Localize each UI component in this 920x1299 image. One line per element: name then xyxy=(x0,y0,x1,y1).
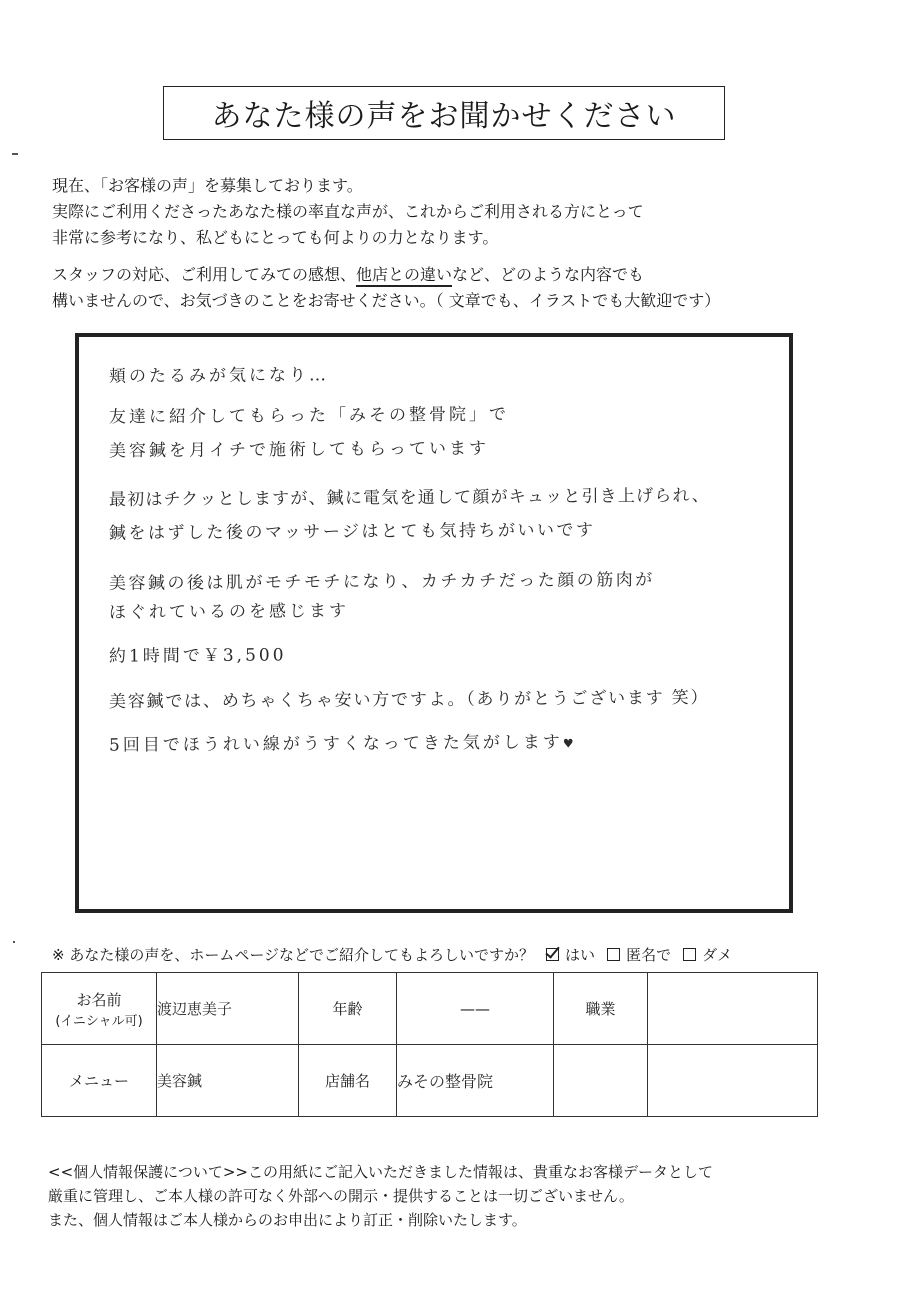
scan-speck xyxy=(13,941,15,943)
no-checkbox[interactable] xyxy=(683,948,696,961)
customer-info-table xyxy=(41,972,818,1117)
menu-field[interactable]: 美容鍼 xyxy=(157,1045,299,1117)
anonymous-checkbox[interactable] xyxy=(607,948,620,961)
handwritten-line: 美容鍼の後は肌がモチモチになり、カチカチだった顔の筋肉が xyxy=(108,570,655,594)
privacy-line: また、個人情報はご本人様からのお申出により訂正・削除いたします。 xyxy=(48,1211,527,1229)
name-label: お名前 xyxy=(76,990,122,1009)
handwritten-line: 鍼をはずした後のマッサージはとても気持ちがいいです xyxy=(108,520,596,544)
intro-paragraph-2 xyxy=(52,262,852,314)
consent-row xyxy=(52,944,732,965)
menu-label: メニュー xyxy=(42,1045,157,1117)
age-label: 年齢 xyxy=(299,973,397,1045)
handwritten-line: 友達に紹介してもらった「みその整骨院」で xyxy=(108,404,510,428)
intro-line xyxy=(52,262,852,288)
intro-text: スタッフの対応、ご利用してみての感想、 xyxy=(52,265,357,284)
table-row xyxy=(42,1045,818,1117)
intro-line: 現在、「お客様の声」を募集しております。 xyxy=(52,176,363,195)
privacy-notice xyxy=(48,1160,713,1232)
no-label: ダメ xyxy=(702,946,733,964)
job-label: 職業 xyxy=(554,973,648,1045)
age-field[interactable]: —— xyxy=(397,973,554,1045)
intro-text: など、どのような内容でも xyxy=(452,265,645,284)
underlined-phrase: 他店との違い xyxy=(356,265,452,287)
handwritten-line: 頬のたるみが気になり… xyxy=(108,365,330,387)
comment-box xyxy=(75,333,793,913)
intro-line: 構いませんので、お気づきのことをお寄せください。（ 文章でも、イラストでも大歓迎です） xyxy=(52,291,721,310)
yes-label: はい xyxy=(565,946,596,964)
empty-cell xyxy=(554,1045,648,1117)
intro-paragraph-1 xyxy=(52,173,852,251)
store-field[interactable]: みその整骨院 xyxy=(397,1045,554,1117)
empty-cell xyxy=(648,1045,818,1117)
name-sublabel: (イニシャル可) xyxy=(55,1013,143,1029)
scan-speck xyxy=(12,153,18,155)
handwritten-line: 美容鍼では、めちゃくちゃ安い方ですよ。（ありがとうございます 笑） xyxy=(108,687,710,713)
handwritten-line xyxy=(109,727,577,755)
name-label-cell xyxy=(42,973,157,1045)
heart-icon: ♥ xyxy=(562,736,577,751)
store-label: 店舗名 xyxy=(299,1045,397,1117)
anonymous-label: 匿名で xyxy=(626,946,672,964)
table-row xyxy=(42,973,818,1045)
name-field[interactable]: 渡辺恵美子 xyxy=(157,973,299,1045)
intro-line: 非常に参考になり、私どもにとっても何よりの力となります。 xyxy=(52,228,499,247)
handwritten-line: 約1時間で￥3,500 xyxy=(108,645,287,667)
intro-line: 実際にご利用くださったあなた様の率直な声が、これからご利用される方にとって xyxy=(52,202,644,221)
handwritten-line: ほぐれているのを感じます xyxy=(108,601,350,623)
handwritten-line: 美容鍼を月イチで施術してもらっています xyxy=(108,438,490,462)
privacy-line: 厳重に管理し、ご本人様の許可なく外部への開示・提供することは一切ございません。 xyxy=(48,1187,634,1205)
page-title: あなた様の声をお聞かせください xyxy=(163,86,725,140)
job-field[interactable] xyxy=(648,973,818,1045)
privacy-line: <<個人情報保護について>>この用紙にご記入いただきました情報は、貴重なお客様データとして xyxy=(48,1163,713,1181)
yes-checkbox[interactable] xyxy=(546,948,559,961)
handwritten-text: 5回目でほうれい線がうすくなってきた気がします xyxy=(108,732,563,756)
consent-question: ※ あなた様の声を、ホームページなどでご紹介してもよろしいですか？ xyxy=(52,946,535,964)
handwritten-line: 最初はチクッとしますが、鍼に電気を通して顔がキュッと引き上げられ、 xyxy=(108,485,711,511)
